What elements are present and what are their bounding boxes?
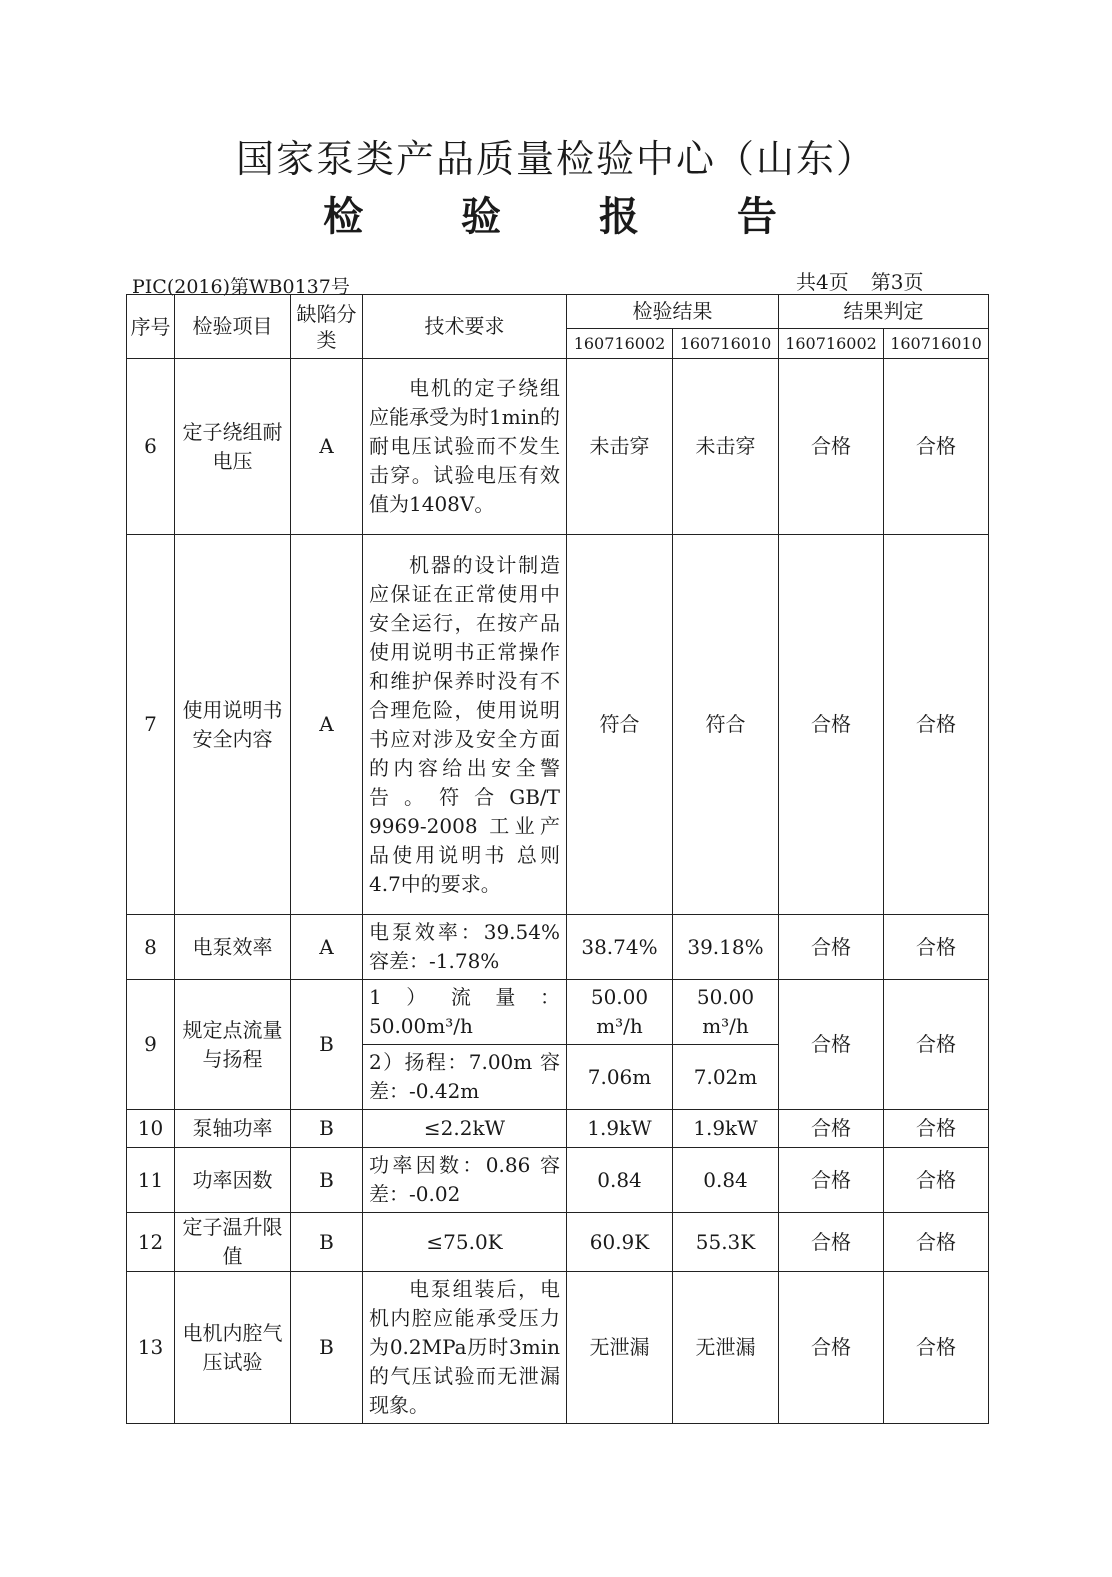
cell-defect: B [291, 1272, 363, 1424]
cell-result-a: 60.9K [567, 1213, 673, 1272]
table-row [127, 1272, 989, 1424]
cell-seq: 11 [127, 1148, 175, 1213]
cell-seq: 10 [127, 1110, 175, 1148]
cell-requirement [363, 359, 567, 535]
cell-requirement: ≤75.0K [363, 1213, 567, 1272]
cell-result-a: 38.74% [567, 915, 673, 980]
cell-item: 定子温升限值 [175, 1213, 291, 1272]
cell-defect: B [291, 980, 363, 1110]
requirement-text: 电机的定子绕组应能承受为时1min的耐电压试验而不发生击穿。试验电压有效值为1408V。 [369, 376, 560, 516]
cell-item: 规定点流量与扬程 [175, 980, 291, 1110]
cell-result-b: 7.02m [673, 1045, 779, 1110]
cell-item: 使用说明书安全内容 [175, 535, 291, 915]
cell-item: 定子绕组耐电压 [175, 359, 291, 535]
requirement-text: 电泵效率：39.54% 容差：-1.78% [369, 920, 560, 973]
cell-judge-a: 合格 [779, 915, 884, 980]
cell-judge-b: 合格 [884, 980, 989, 1110]
cell-item: 功率因数 [175, 1148, 291, 1213]
table-row [127, 1110, 989, 1148]
cell-result-a: 7.06m [567, 1045, 673, 1110]
cell-result-b: 50.00 m³/h [673, 980, 779, 1045]
cell-judge-b: 合格 [884, 1110, 989, 1148]
report-number: PIC(2016)第WB0137号 [132, 276, 350, 298]
table-row [127, 359, 989, 535]
cell-item: 电泵效率 [175, 915, 291, 980]
cell-result-b: 未击穿 [673, 359, 779, 535]
table-row [127, 1148, 989, 1213]
inspection-table [126, 294, 989, 1424]
cell-requirement [363, 915, 567, 980]
requirement-text: 2）扬程：7.00m 容差：-0.42m [369, 1050, 560, 1103]
cell-requirement [363, 1045, 567, 1110]
cell-seq: 7 [127, 535, 175, 915]
report-title: 国家泵类产品质量检验中心（山东） [235, 137, 876, 181]
cell-requirement [363, 1148, 567, 1213]
cell-requirement: ≤2.2kW [363, 1110, 567, 1148]
cell-judge-b: 合格 [884, 1213, 989, 1272]
cell-result-b: 39.18% [673, 915, 779, 980]
table-row [127, 1213, 989, 1272]
cell-requirement [363, 980, 567, 1045]
cell-requirement [363, 1272, 567, 1424]
cell-judge-a: 合格 [779, 1148, 884, 1213]
cell-seq: 8 [127, 915, 175, 980]
cell-result-a: 未击穿 [567, 359, 673, 535]
header-results: 检验结果 [567, 295, 779, 329]
table-row [127, 535, 989, 915]
cell-result-a: 无泄漏 [567, 1272, 673, 1424]
cell-judge-b: 合格 [884, 1272, 989, 1424]
cell-judge-a: 合格 [779, 980, 884, 1110]
cell-result-b: 0.84 [673, 1148, 779, 1213]
header-sample-a: 160716002 [567, 329, 673, 359]
cell-result-b: 无泄漏 [673, 1272, 779, 1424]
header-sample-c: 160716002 [779, 329, 884, 359]
cell-defect: A [291, 359, 363, 535]
header-requirement: 技术要求 [363, 295, 567, 359]
cell-judge-b: 合格 [884, 535, 989, 915]
table-row [127, 980, 989, 1045]
cell-seq: 13 [127, 1272, 175, 1424]
cell-item: 电机内腔气压试验 [175, 1272, 291, 1424]
cell-defect: B [291, 1110, 363, 1148]
cell-defect: A [291, 535, 363, 915]
table-row [127, 915, 989, 980]
cell-judge-b: 合格 [884, 915, 989, 980]
cell-defect: B [291, 1148, 363, 1213]
cell-defect: B [291, 1213, 363, 1272]
requirement-text: 电泵组装后，电机内腔应能承受压力为0.2MPa历时3min的气压试验而无泄漏现象。 [369, 1277, 560, 1417]
cell-result-b: 55.3K [673, 1213, 779, 1272]
cell-judge-b: 合格 [884, 1148, 989, 1213]
cell-result-a: 0.84 [567, 1148, 673, 1213]
cell-result-a: 1.9kW [567, 1110, 673, 1148]
header-defect: 缺陷分类 [291, 295, 363, 359]
cell-judge-a: 合格 [779, 1272, 884, 1424]
cell-result-b: 1.9kW [673, 1110, 779, 1148]
cell-judge-a: 合格 [779, 1213, 884, 1272]
current-page: 第3页 [870, 270, 924, 294]
header-seq: 序号 [127, 295, 175, 359]
header-sample-d: 160716010 [884, 329, 989, 359]
cell-requirement [363, 535, 567, 915]
cell-result-a: 50.00 m³/h [567, 980, 673, 1045]
cell-seq: 12 [127, 1213, 175, 1272]
requirement-text: 功率因数：0.86 容差：-0.02 [369, 1153, 560, 1206]
cell-judge-a: 合格 [779, 359, 884, 535]
total-pages: 共4页 [796, 270, 849, 294]
cell-item: 泵轴功率 [175, 1110, 291, 1148]
cell-result-a: 符合 [567, 535, 673, 915]
cell-judge-a: 合格 [779, 535, 884, 915]
cell-judge-b: 合格 [884, 359, 989, 535]
cell-judge-a: 合格 [779, 1110, 884, 1148]
requirement-text: 机器的设计制造应保证在正常使用中安全运行，在按产品使用说明书正常操作和维护保养时没有不合理危险，使用说明书应对涉及安全方面的内容给出安全警告。符合GB/T 9969-2008 工业产品使用说明书 总则4.7中的要求。 [369, 552, 560, 896]
cell-seq: 9 [127, 980, 175, 1110]
report-subtitle: 检 验 报 告 [323, 193, 819, 240]
header-sample-b: 160716010 [673, 329, 779, 359]
cell-seq: 6 [127, 359, 175, 535]
cell-result-b: 符合 [673, 535, 779, 915]
header-judgement: 结果判定 [779, 295, 989, 329]
header-item: 检验项目 [175, 295, 291, 359]
page-info [796, 266, 945, 295]
cell-defect: A [291, 915, 363, 980]
requirement-text: 1）流量：50.00m³/h [369, 985, 560, 1038]
